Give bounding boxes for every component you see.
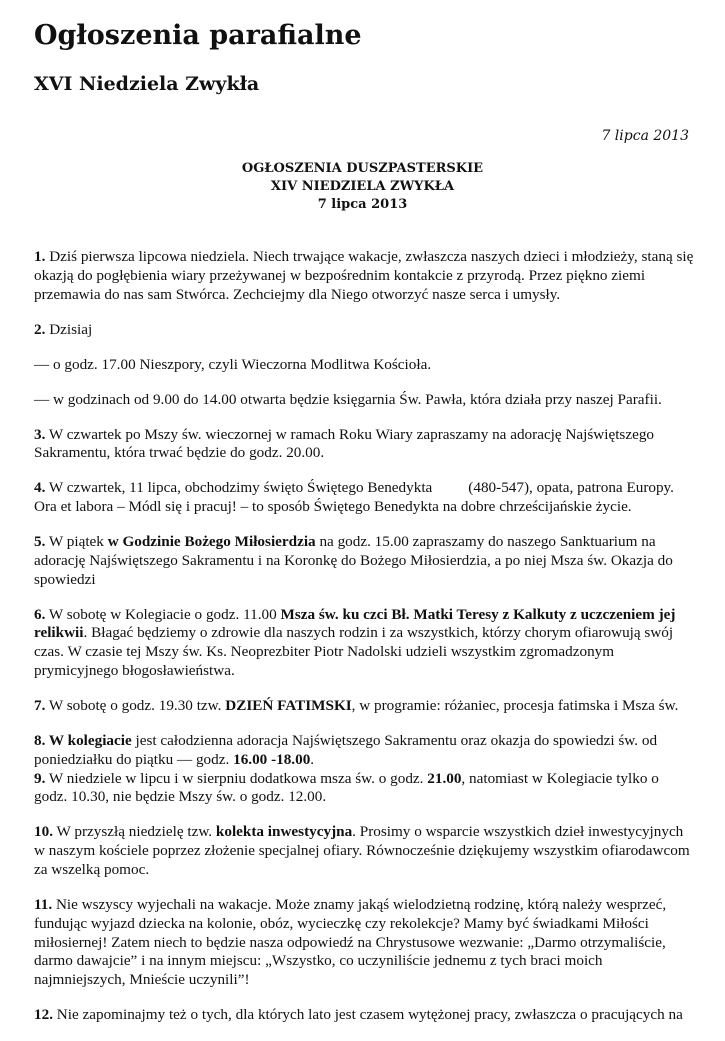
item-emphasis: w Godzinie Bożego Miłosierdzia [107, 533, 316, 551]
item-emphasis: 16.00 -18.00 [233, 750, 311, 768]
item-number: 7. [34, 697, 46, 715]
announcement-item [34, 606, 694, 681]
item-text: Dziś pierwsza lipcowa niedziela. Niech trwające wakacje, zwłaszcza naszych dzieci i młodzieży, staną się okazją do pogłębienia wiary przeżywanej w bezpośrednim kontakcie z przyrodą. Przez piękno ziemi przemawia do nas sam Stwórca. Zechciejmy dla Niego otworzyć nasze serca i umysły. [34, 248, 694, 303]
announcement-body [34, 248, 694, 1041]
announcement-item [34, 426, 694, 464]
item-emphasis: DZIEŃ FATIMSKI [225, 697, 352, 715]
item-emphasis: Msza św. ku czci Bł. Matki Teresy z Kalkuty z uczczeniem jej relikwii [34, 605, 676, 642]
page-title: Ogłoszenia parafialne [34, 20, 362, 51]
item-text: Nie zapominajmy też o tych, dla których lato jest czasem wytężonej pracy, zwłaszcza o pracujących na [52, 1006, 683, 1024]
item-text: W sobotę w Kolegiacie o godz. 11.00 [45, 605, 281, 623]
item-number: 6. [34, 605, 46, 623]
item-text: W przyszłą niedzielę tzw. [52, 823, 216, 841]
announcement-item [34, 770, 694, 808]
item-text: W czwartek po Mszy św. wieczornej w ramach Roku Wiary zapraszamy na adorację Najświętszego Sakramentu, która trwać będzie do godz. 20.00. [34, 425, 655, 462]
item-text: jest całodzienna adoracja Najświętszego Sakramentu oraz okazja do spowiedzi św. od poniedziałku do piątku — godz. [34, 732, 658, 768]
announcement-item [34, 732, 694, 770]
item-number: 3. [34, 425, 46, 443]
item-text: Nie wszyscy wyjechali na wakacje. Może znamy jakąś wielodzietną rodzinę, którą należy wesprzeć, fundując wyjazd dziecka na kolonie, obóz, wycieczkę czy rekolekcje? Mamy być świadkami Miłości miłosiernej! Zatem niech to będzie nasza odpowiedź na Chrystusowe wezwanie: „Darmo otrzymaliście, darmo dawajcie” i na innym miejscu: „Wszystko, co uczyniliście jednemu z tych braci moich najmniejszych, Mnieście uczynili”! [34, 895, 667, 989]
announcement-subitem: — w godzinach od 9.00 do 14.00 otwarta będzie księgarnia Św. Pawła, która działa przy naszej Parafii. [34, 390, 662, 408]
publication-date: 7 lipca 2013 [601, 128, 689, 144]
item-number: 5. [34, 533, 46, 551]
item-text: na godz. 15.00 zapraszamy do naszego Sanktuarium na adorację Najświętszego Sakramentu i na Koronkę do Bożego Miłosierdzia, a po niej Msza św. Okazja do spowiedzi [34, 533, 673, 588]
announcement-subitem: — o godz. 17.00 Nieszpory, czyli Wieczorna Modlitwa Kościoła. [34, 355, 432, 373]
page-subtitle: XVI Niedziela Zwykła [34, 73, 260, 95]
item-text: . [310, 750, 315, 768]
item-text: , w programie: różaniec, procesja fatimska i Msza św. [351, 697, 679, 715]
header-line: 7 lipca 2013 [317, 197, 408, 212]
item-emphasis: 21.00 [427, 769, 462, 787]
item-number: 8. W kolegiacie [34, 732, 132, 750]
item-text: W sobotę o godz. 19.30 tzw. [45, 697, 226, 715]
announcement-item [34, 1006, 694, 1025]
announcement-item [34, 896, 694, 990]
item-number: 11. [34, 895, 53, 913]
item-number: 10. [34, 823, 53, 841]
announcement-item [34, 697, 694, 716]
announcement-item [34, 533, 694, 589]
item-text: , natomiast w Kolegiacie tylko o godz. 10.30, nie będzie Mszy św. o godz. 12.00. [34, 769, 659, 806]
announcement-item [34, 321, 694, 340]
item-number: 1. [34, 248, 46, 265]
header-line: XIV NIEDZIELA ZWYKŁA [270, 179, 455, 194]
header-line: OGŁOSZENIA DUSZPASTERSKIE [241, 161, 484, 176]
item-text: W piątek [45, 533, 108, 551]
item-text: W niedziele w lipcu i w sierpniu dodatkowa msza św. o godz. [45, 769, 428, 787]
item-text: W czwartek, 11 lipca, obchodzimy święto Świętego Benedykta [45, 479, 433, 497]
item-number: 2. [34, 320, 46, 338]
item-number: 9. [34, 769, 46, 787]
announcement-item [34, 823, 694, 879]
item-number: 4. [34, 479, 46, 497]
item-text: Dzisiaj [45, 320, 93, 338]
announcement-item [34, 479, 694, 517]
item-text: . Błagać będziemy o zdrowie dla naszych rodzin i za wszystkich, którzy chorym ofiarowują swój czas. W czasie tej Mszy św. Ks. Neoprezbiter Piotr Nadolski udzieli wszystkim zgromadzonym prymicyjnego błogosławieństwa. [34, 624, 674, 680]
item-text: . Prosimy o wsparcie wszystkich dzieł inwestycyjnych w naszym kościele poprzez złożenie specjalnej ofiary. Równocześnie dziękujemy wszystkim ofiarodawcom za wszelką pomoc. [34, 823, 690, 878]
item-number: 12. [34, 1006, 53, 1024]
announcement-item [34, 248, 694, 304]
announcement-header [0, 160, 725, 214]
item-text: (480-547), opata, patrona Europy. Ora et labora – Módl się i pracuj! – to sposób Świętego Benedykta na dobre chrześcijańskie życie. [34, 479, 674, 516]
item-emphasis: kolekta inwestycyjna [215, 823, 353, 841]
